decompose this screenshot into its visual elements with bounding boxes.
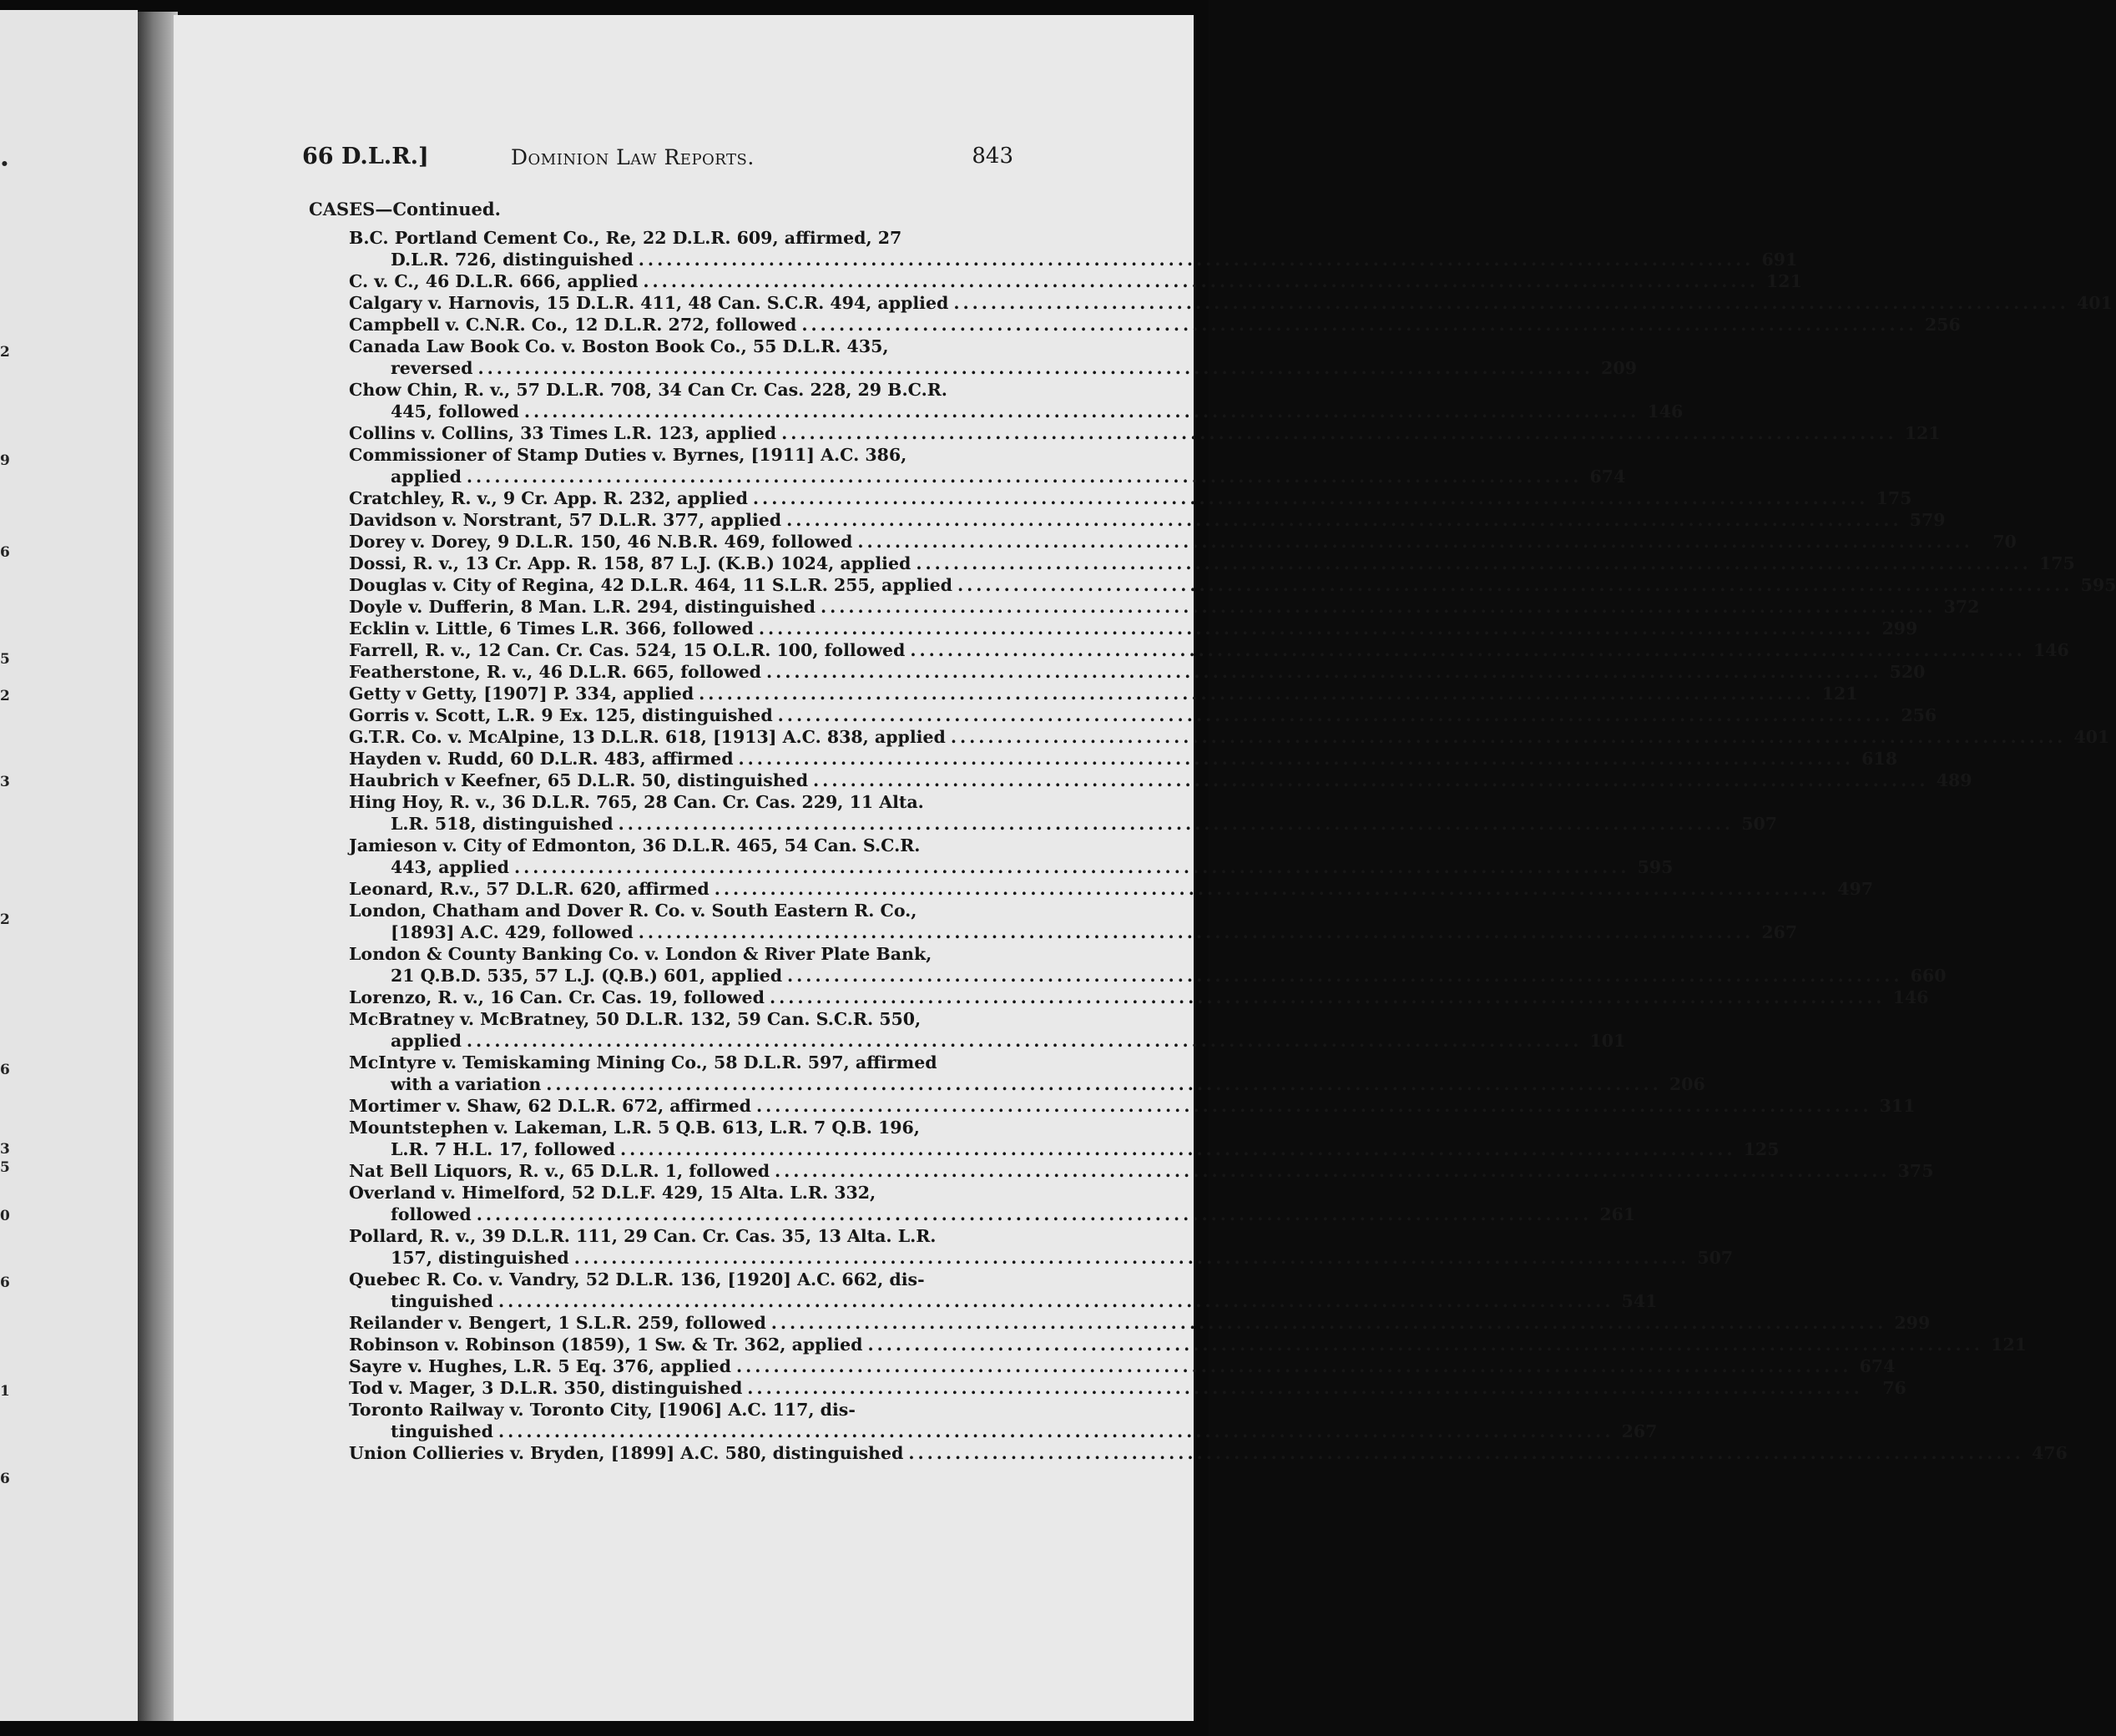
case-title: Mountstephen v. Lakeman, L.R. 5 Q.B. 613, L.R. 7 Q.B. 196, <box>349 1118 920 1138</box>
dot-leader: ........................................................................................................................ <box>523 401 1640 421</box>
left-page-fragment: 3 <box>0 1141 10 1158</box>
dot-leader: ........................................................................................................................ <box>769 987 1886 1007</box>
case-continuation: tinguished <box>391 1291 494 1311</box>
page-reference: 489 <box>1936 770 1972 790</box>
left-page-fragment: 6 <box>0 544 10 561</box>
case-entry <box>349 1377 1906 1399</box>
case-entry <box>349 683 1858 704</box>
page-reference: 311 <box>1879 1096 1916 1116</box>
page-reference: 507 <box>1697 1248 1734 1268</box>
case-title: Collins v. Collins, 33 Times L.R. 123, applied <box>349 423 777 443</box>
case-title: Jamieson v. City of Edmonton, 36 D.L.R. 465, 54 Can. S.C.R. <box>349 835 921 855</box>
page-reference: 70 <box>1992 532 2017 552</box>
case-continuation: 21 Q.B.D. 535, 57 L.J. (Q.B.) 601, applied <box>391 966 783 986</box>
case-entry <box>349 422 1941 444</box>
dot-leader: ........................................................................................................................ <box>573 1248 1690 1268</box>
case-entry <box>349 574 2116 596</box>
dot-leader: ........................................................................................................................ <box>498 1421 1614 1441</box>
page-reference: 256 <box>1901 705 1937 725</box>
dot-leader: ........................................................................................................................ <box>620 1139 1736 1159</box>
dot-leader: ........................................................................................................................ <box>714 879 1831 899</box>
dot-leader: ........................................................................................................................ <box>477 358 1593 378</box>
case-entry <box>349 661 1926 683</box>
case-continuation: with a variation <box>391 1074 542 1094</box>
dot-leader: ........................................................................................................................ <box>950 727 2067 747</box>
page-reference: 121 <box>1904 423 1941 443</box>
case-entry <box>349 1160 1934 1182</box>
case-entry <box>349 336 1637 379</box>
page-reference: 541 <box>1621 1291 1658 1311</box>
case-continuation: 157, distinguished <box>391 1248 569 1268</box>
case-title: London & County Banking Co. v. London & River Plate Bank, <box>349 944 932 964</box>
dot-leader: ........................................................................................................................ <box>498 1291 1614 1311</box>
case-entry <box>349 748 1897 770</box>
page-reference: 125 <box>1743 1139 1780 1159</box>
left-page-fragment: 2 <box>0 911 10 928</box>
page-reference: 660 <box>1910 966 1947 986</box>
left-page-fragment: 0 <box>0 1208 10 1224</box>
case-title: Toronto Railway v. Toronto City, [1906] A.C. 117, dis- <box>349 1400 856 1420</box>
case-entry <box>349 444 1626 487</box>
case-entry <box>349 1225 1734 1269</box>
case-continuation: L.R. 518, distinguished <box>391 814 614 834</box>
dot-leader: ........................................................................................................................ <box>857 532 1973 552</box>
page-reference: 261 <box>1599 1204 1636 1224</box>
left-page-fragment: 2 <box>0 688 10 704</box>
left-page-fragment: 6 <box>0 1274 10 1291</box>
page-reference: 256 <box>1925 315 1961 335</box>
case-entry <box>349 227 1798 270</box>
case-title: Commissioner of Stamp Duties v. Byrnes, [1911] A.C. 386, <box>349 445 907 465</box>
dot-leader: ........................................................................................................................ <box>758 618 1875 638</box>
case-title: McBratney v. McBratney, 50 D.L.R. 132, 59 Can. S.C.R. 550, <box>349 1009 922 1029</box>
case-continuation: D.L.R. 726, distinguished <box>391 250 634 270</box>
page-reference: 101 <box>1589 1031 1626 1051</box>
case-title: Quebec R. Co. v. Vandry, 52 D.L.R. 136, [1920] A.C. 662, dis- <box>349 1269 925 1289</box>
case-entry <box>349 1442 2068 1464</box>
volume-label: 66 D.L.R.] <box>302 144 429 169</box>
page-reference: 267 <box>1621 1421 1658 1441</box>
case-entry <box>349 987 1929 1008</box>
case-title: Canada Law Book Co. v. Boston Book Co., 55 D.L.R. 435, <box>349 336 889 356</box>
page-number: 843 <box>972 144 1013 169</box>
case-title: Haubrich v Keefner, 65 D.L.R. 50, distinguished <box>349 770 809 790</box>
case-title: Sayre v. Hughes, L.R. 5 Eq. 376, applied <box>349 1356 731 1376</box>
page-reference: 476 <box>2031 1443 2068 1463</box>
case-title: Getty v Getty, [1907] P. 334, applied <box>349 684 694 704</box>
page-reference: 146 <box>2033 640 2069 660</box>
case-entry <box>349 1399 1658 1442</box>
dot-leader: ........................................................................................................................ <box>699 684 1815 704</box>
case-title: Featherstone, R. v., 46 D.L.R. 665, followed <box>349 662 761 682</box>
dot-leader: ........................................................................................................................ <box>618 814 1735 834</box>
dot-leader: ........................................................................................................................ <box>867 1335 1983 1355</box>
dot-leader: ........................................................................................................................ <box>787 966 1903 986</box>
case-title: Robinson v. Robinson (1859), 1 Sw. & Tr. 362, applied <box>349 1335 863 1355</box>
dot-leader: ........................................................................................................................ <box>908 1443 2024 1463</box>
dot-leader: ........................................................................................................................ <box>781 423 1897 443</box>
case-entry <box>349 1095 1916 1117</box>
case-title: Tod v. Mager, 3 D.L.R. 350, distinguished <box>349 1378 743 1398</box>
page-reference: 206 <box>1669 1074 1705 1094</box>
case-title: Douglas v. City of Regina, 42 D.L.R. 464, 11 S.L.R. 255, applied <box>349 575 952 595</box>
case-title: Doyle v. Dufferin, 8 Man. L.R. 294, distinguished <box>349 597 816 617</box>
page-reference: 375 <box>1897 1161 1934 1181</box>
page-reference: 121 <box>1991 1335 2027 1355</box>
page-reference: 372 <box>1943 597 1980 617</box>
case-title: Hing Hoy, R. v., 36 D.L.R. 765, 28 Can. Cr. Cas. 229, 11 Alta. <box>349 792 924 812</box>
page-reference: 175 <box>1876 488 1912 508</box>
dot-leader: ........................................................................................................................ <box>738 749 1854 769</box>
dot-leader: ........................................................................................................................ <box>638 250 1755 270</box>
case-title: McIntyre v. Temiskaming Mining Co., 58 D.L.R. 597, affirmed <box>349 1052 937 1072</box>
dot-leader: ........................................................................................................................ <box>756 1096 1872 1116</box>
case-title: Dossi, R. v., 13 Cr. App. R. 158, 87 L.J. (K.B.) 1024, applied <box>349 553 912 573</box>
case-entry <box>349 1269 1658 1312</box>
case-title: Calgary v. Harnovis, 15 D.L.R. 411, 48 Can. S.C.R. 494, applied <box>349 293 949 313</box>
dot-leader: ........................................................................................................................ <box>775 1161 1891 1181</box>
case-title: Pollard, R. v., 39 D.L.R. 111, 29 Can. Cr. Cas. 35, 13 Alta. L.R. <box>349 1226 937 1246</box>
case-continuation: [1893] A.C. 429, followed <box>391 922 634 942</box>
case-title: Union Collieries v. Bryden, [1899] A.C. 580, distinguished <box>349 1443 904 1463</box>
page-reference: 579 <box>1909 510 1946 530</box>
dot-leader: ........................................................................................................................ <box>770 1313 1887 1333</box>
case-entry <box>349 878 1874 900</box>
case-entry <box>349 1052 1705 1095</box>
case-entry <box>349 639 2069 661</box>
case-title: G.T.R. Co. v. McAlpine, 13 D.L.R. 618, [1913] A.C. 838, applied <box>349 727 946 747</box>
case-continuation: tinguished <box>391 1421 494 1441</box>
case-title: Gorris v. Scott, L.R. 9 Ex. 125, distinguished <box>349 705 773 725</box>
left-page-fragment: 9 <box>0 452 10 469</box>
case-entry <box>349 726 2110 748</box>
dot-leader: ........................................................................................................................ <box>513 857 1630 877</box>
case-title: Hayden v. Rudd, 60 D.L.R. 483, affirmed <box>349 749 734 769</box>
left-page-fragment: 2 <box>0 344 10 361</box>
page-reference: 299 <box>1881 618 1918 638</box>
case-title: Overland v. Himelford, 52 D.L.F. 429, 15 Alta. L.R. 332, <box>349 1183 876 1203</box>
dot-leader: ........................................................................................................................ <box>957 575 2073 595</box>
case-title: Farrell, R. v., 12 Can. Cr. Cas. 524, 15 O.L.R. 100, followed <box>349 640 906 660</box>
dot-leader: ........................................................................................................................ <box>786 510 1902 530</box>
case-title: Reilander v. Bengert, 1 S.L.R. 259, followed <box>349 1313 766 1333</box>
page-reference: 121 <box>1821 684 1858 704</box>
cases-list <box>349 227 2116 1464</box>
left-page-fragment: 1 <box>0 1383 10 1400</box>
case-entry <box>349 900 1798 943</box>
dot-leader: ........................................................................................................................ <box>752 488 1869 508</box>
case-title: Ecklin v. Little, 6 Times L.R. 366, followed <box>349 618 754 638</box>
page-reference: 520 <box>1889 662 1926 682</box>
case-title: Campbell v. C.N.R. Co., 12 D.L.R. 272, followed <box>349 315 797 335</box>
dot-leader: ........................................................................................................................ <box>953 293 2069 313</box>
case-entry <box>349 270 1802 292</box>
page-reference: 175 <box>2039 553 2075 573</box>
case-entry <box>349 770 1972 791</box>
case-entry <box>349 835 1674 878</box>
page-reference: 674 <box>1589 467 1626 487</box>
case-entry <box>349 1334 2027 1355</box>
left-page-fragment: 3 <box>0 774 10 790</box>
dot-leader: ........................................................................................................................ <box>643 271 1759 291</box>
dot-leader: ........................................................................................................................ <box>820 597 1937 617</box>
page-reference: 497 <box>1837 879 1874 899</box>
case-entry <box>349 509 1946 531</box>
case-continuation: L.R. 7 H.L. 17, followed <box>391 1139 616 1159</box>
case-title: Chow Chin, R. v., 57 D.L.R. 708, 34 Can Cr. Cas. 228, 29 B.C.R. <box>349 380 947 400</box>
case-continuation: 443, applied <box>391 857 509 877</box>
case-entry <box>349 553 2075 574</box>
case-title: Davidson v. Norstrant, 57 D.L.R. 377, applied <box>349 510 782 530</box>
case-entry <box>349 618 1918 639</box>
dot-leader: ........................................................................................................................ <box>466 467 1583 487</box>
case-continuation: applied <box>391 467 462 487</box>
page-reference: 595 <box>1637 857 1674 877</box>
dot-leader: ........................................................................................................................ <box>910 640 2026 660</box>
page-reference: 299 <box>1894 1313 1931 1333</box>
case-entry <box>349 379 1684 422</box>
dot-leader: ........................................................................................................................ <box>801 315 1917 335</box>
left-page-fragment: 5 <box>0 1159 10 1176</box>
case-entry <box>349 791 1778 835</box>
case-title: Dorey v. Dorey, 9 D.L.R. 150, 46 N.B.R. 469, followed <box>349 532 853 552</box>
dot-leader: ........................................................................................................................ <box>546 1074 1662 1094</box>
case-title: Cratchley, R. v., 9 Cr. App. R. 232, applied <box>349 488 748 508</box>
case-title: C. v. C., 46 D.L.R. 666, applied <box>349 271 639 291</box>
case-continuation: 445, followed <box>391 401 519 421</box>
dot-leader: ........................................................................................................................ <box>747 1378 1863 1398</box>
dot-leader: ........................................................................................................................ <box>638 922 1755 942</box>
running-header <box>302 144 1013 177</box>
page-reference: 674 <box>1859 1356 1896 1376</box>
page-reference: 146 <box>1892 987 1929 1007</box>
left-page-fragment: • <box>0 156 9 173</box>
case-entry <box>349 314 1961 336</box>
case-entry <box>349 704 1937 726</box>
case-continuation: reversed <box>391 358 473 378</box>
case-title: Lorenzo, R. v., 16 Can. Cr. Cas. 19, followed <box>349 987 765 1007</box>
case-title: Leonard, R.v., 57 D.L.R. 620, affirmed <box>349 879 710 899</box>
left-page-fragment: 6 <box>0 1062 10 1078</box>
page-reference: 401 <box>2073 727 2110 747</box>
dot-leader: ........................................................................................................................ <box>916 553 2032 573</box>
page-reference: 691 <box>1761 250 1798 270</box>
dot-leader: ........................................................................................................................ <box>777 705 1894 725</box>
case-entry <box>349 596 1980 618</box>
dot-leader: ........................................................................................................................ <box>735 1356 1852 1376</box>
case-title: Mortimer v. Shaw, 62 D.L.R. 672, affirmed <box>349 1096 752 1116</box>
left-page-fragment: 6 <box>0 1471 10 1487</box>
page-reference: 146 <box>1647 401 1684 421</box>
case-entry <box>349 1117 1780 1160</box>
page-reference: 401 <box>2076 293 2113 313</box>
left-page-edge <box>0 10 138 1721</box>
case-entry <box>349 1312 1931 1334</box>
page-reference: 618 <box>1861 749 1897 769</box>
page-reference: 76 <box>1882 1378 1906 1398</box>
case-entry <box>349 1008 1626 1052</box>
dot-leader: ........................................................................................................................ <box>476 1204 1593 1224</box>
dot-leader: ........................................................................................................................ <box>766 662 1882 682</box>
case-entry <box>349 292 2113 314</box>
case-entry <box>349 487 1912 509</box>
section-heading: CASES—Continued. <box>309 199 501 220</box>
case-entry <box>349 1182 1636 1225</box>
page-reference: 267 <box>1761 922 1798 942</box>
page-reference: 209 <box>1601 358 1637 378</box>
case-entry <box>349 943 1947 987</box>
case-entry <box>349 1355 1896 1377</box>
dot-leader: ........................................................................................................................ <box>813 770 1929 790</box>
case-continuation: followed <box>391 1204 472 1224</box>
case-continuation: applied <box>391 1031 462 1051</box>
case-title: Nat Bell Liquors, R. v., 65 D.L.R. 1, followed <box>349 1161 770 1181</box>
page-reference: 121 <box>1766 271 1802 291</box>
case-title: B.C. Portland Cement Co., Re, 22 D.L.R. 609, affirmed, 27 <box>349 228 902 248</box>
dot-leader: ........................................................................................................................ <box>466 1031 1583 1051</box>
left-page-fragment: 5 <box>0 651 10 668</box>
page-reference: 595 <box>2080 575 2116 595</box>
case-entry <box>349 531 2017 553</box>
page-reference: 507 <box>1741 814 1778 834</box>
book-gutter <box>138 12 178 1721</box>
case-title: London, Chatham and Dover R. Co. v. South Eastern R. Co., <box>349 901 917 921</box>
publication-title: Dominion Law Reports. <box>511 145 755 169</box>
